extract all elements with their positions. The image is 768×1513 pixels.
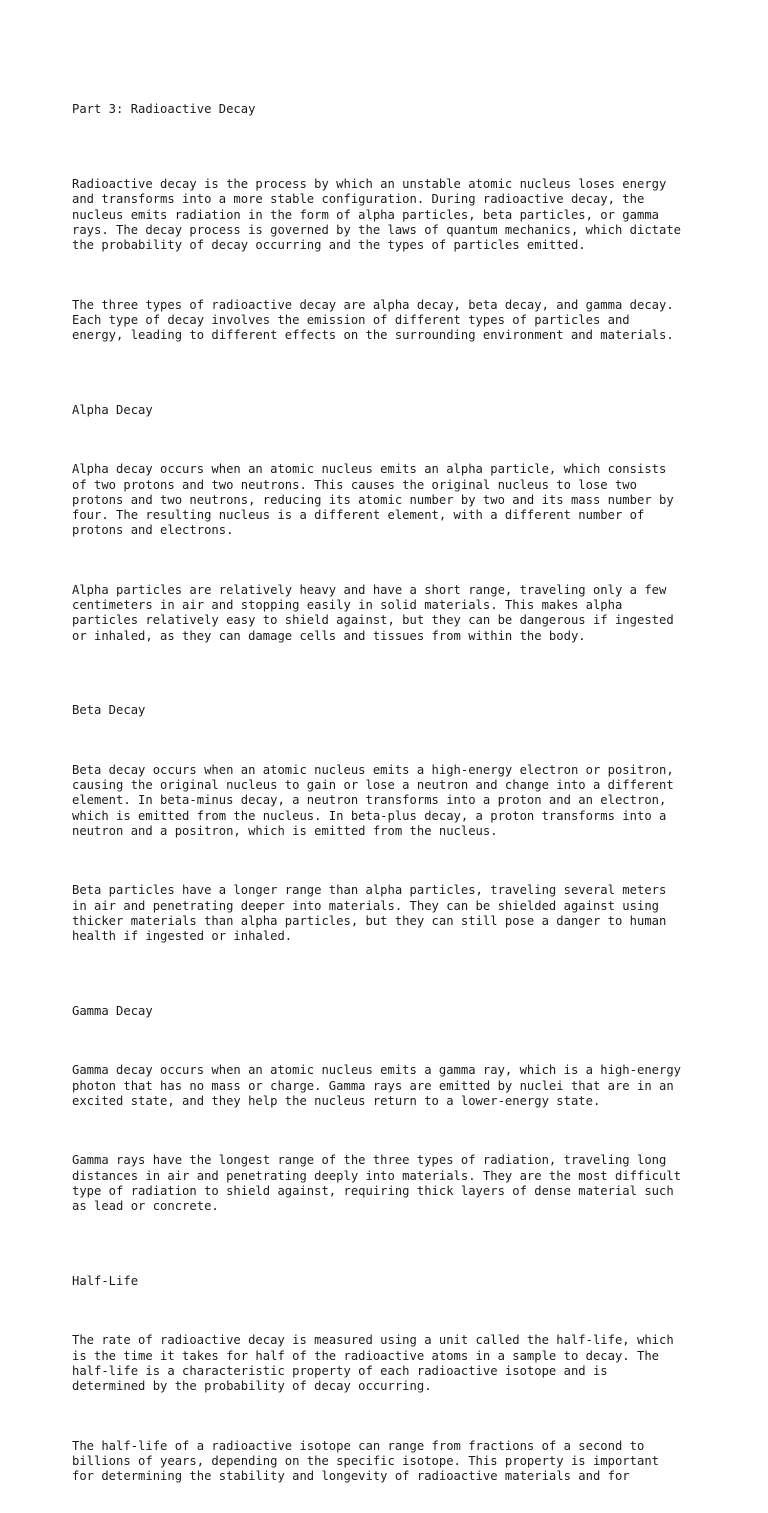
half-life-paragraph-2: The half-life of a radioactive isotope can range from fractions of a second to billions of years, depending on the specific isotope. This property is important for determining the stability and longevity of radioactive materials and for — [72, 1438, 659, 1484]
document-page — [72, 72, 712, 1513]
intro-paragraph-1: Radioactive decay is the process by which an unstable atomic nucleus loses energy and transforms into a more stable configuration. During radioactive decay, the nucleus emits radiation in the form of alpha particles, beta particles, or gamma rays. The decay process is governed by the laws of quantum mechanics, which dictate the probability of decay occurring and the types of particles emitted. — [72, 177, 682, 253]
section-heading-beta: Beta Decay — [72, 703, 146, 718]
alpha-paragraph-1: Alpha decay occurs when an atomic nucleus emits an alpha particle, which consists of two protons and two neutrons. This causes the original nucleus to lose two protons and two neutrons, reducing its atomic number by two and its mass number by four. The resulting nucleus is a different element, with a different number of protons and electrons. — [72, 462, 674, 538]
intro-paragraph-2: The three types of radioactive decay are alpha decay, beta decay, and gamma decay. Each type of decay involves the emission of different types of particles and energy, leading to different effects on the surrounding environment and materials. — [72, 297, 674, 343]
beta-paragraph-1: Beta decay occurs when an atomic nucleus emits a high-energy electron or positron, causing the original nucleus to gain or lose a neutron and change into a different element. In beta-minus decay, a neutron transforms into a proton and an electron, which is emitted from the nucleus. In beta-plus decay, a proton transforms into a neutron and a positron, which is emitted from the nucleus. — [72, 762, 674, 838]
section-heading-half-life: Half-Life — [72, 1273, 139, 1288]
alpha-paragraph-2: Alpha particles are relatively heavy and have a short range, traveling only a few centimeters in air and stopping easily in solid materials. This makes alpha particles relatively easy to shield against, but they can be dangerous if ingested or inhaled, as they can damage cells and tissues from within the body. — [72, 582, 674, 643]
document-title: Part 3: Radioactive Decay — [72, 102, 256, 117]
gamma-paragraph-2: Gamma rays have the longest range of the three types of radiation, traveling long distances in air and penetrating deeply into materials. They are the most difficult type of radiation to shield against, requiring thick layers of dense material such as lead or concrete. — [72, 1153, 682, 1213]
section-heading-gamma: Gamma Decay — [72, 1003, 153, 1018]
gamma-paragraph-1: Gamma decay occurs when an atomic nucleus emits a gamma ray, which is a high-energy photon that has no mass or charge. Gamma rays are emitted by nuclei that are in an excited state, and they help the nucleus return to a lower-energy state. — [72, 1063, 682, 1108]
beta-paragraph-2: Beta particles have a longer range than alpha particles, traveling several meters in air and penetrating deeper into materials. They can be shielded against using thicker materials than alpha particles, but they can still pose a danger to human health if ingested or inhaled. — [72, 883, 667, 943]
section-heading-alpha: Alpha Decay — [72, 402, 153, 417]
half-life-paragraph-1: The rate of radioactive decay is measured using a unit called the half-life, which is the time it takes for half of the radioactive atoms in a sample to decay. The half-life is a characteristic property of each radioactive isotope and is determined by the probability of decay occurring. — [72, 1333, 674, 1394]
